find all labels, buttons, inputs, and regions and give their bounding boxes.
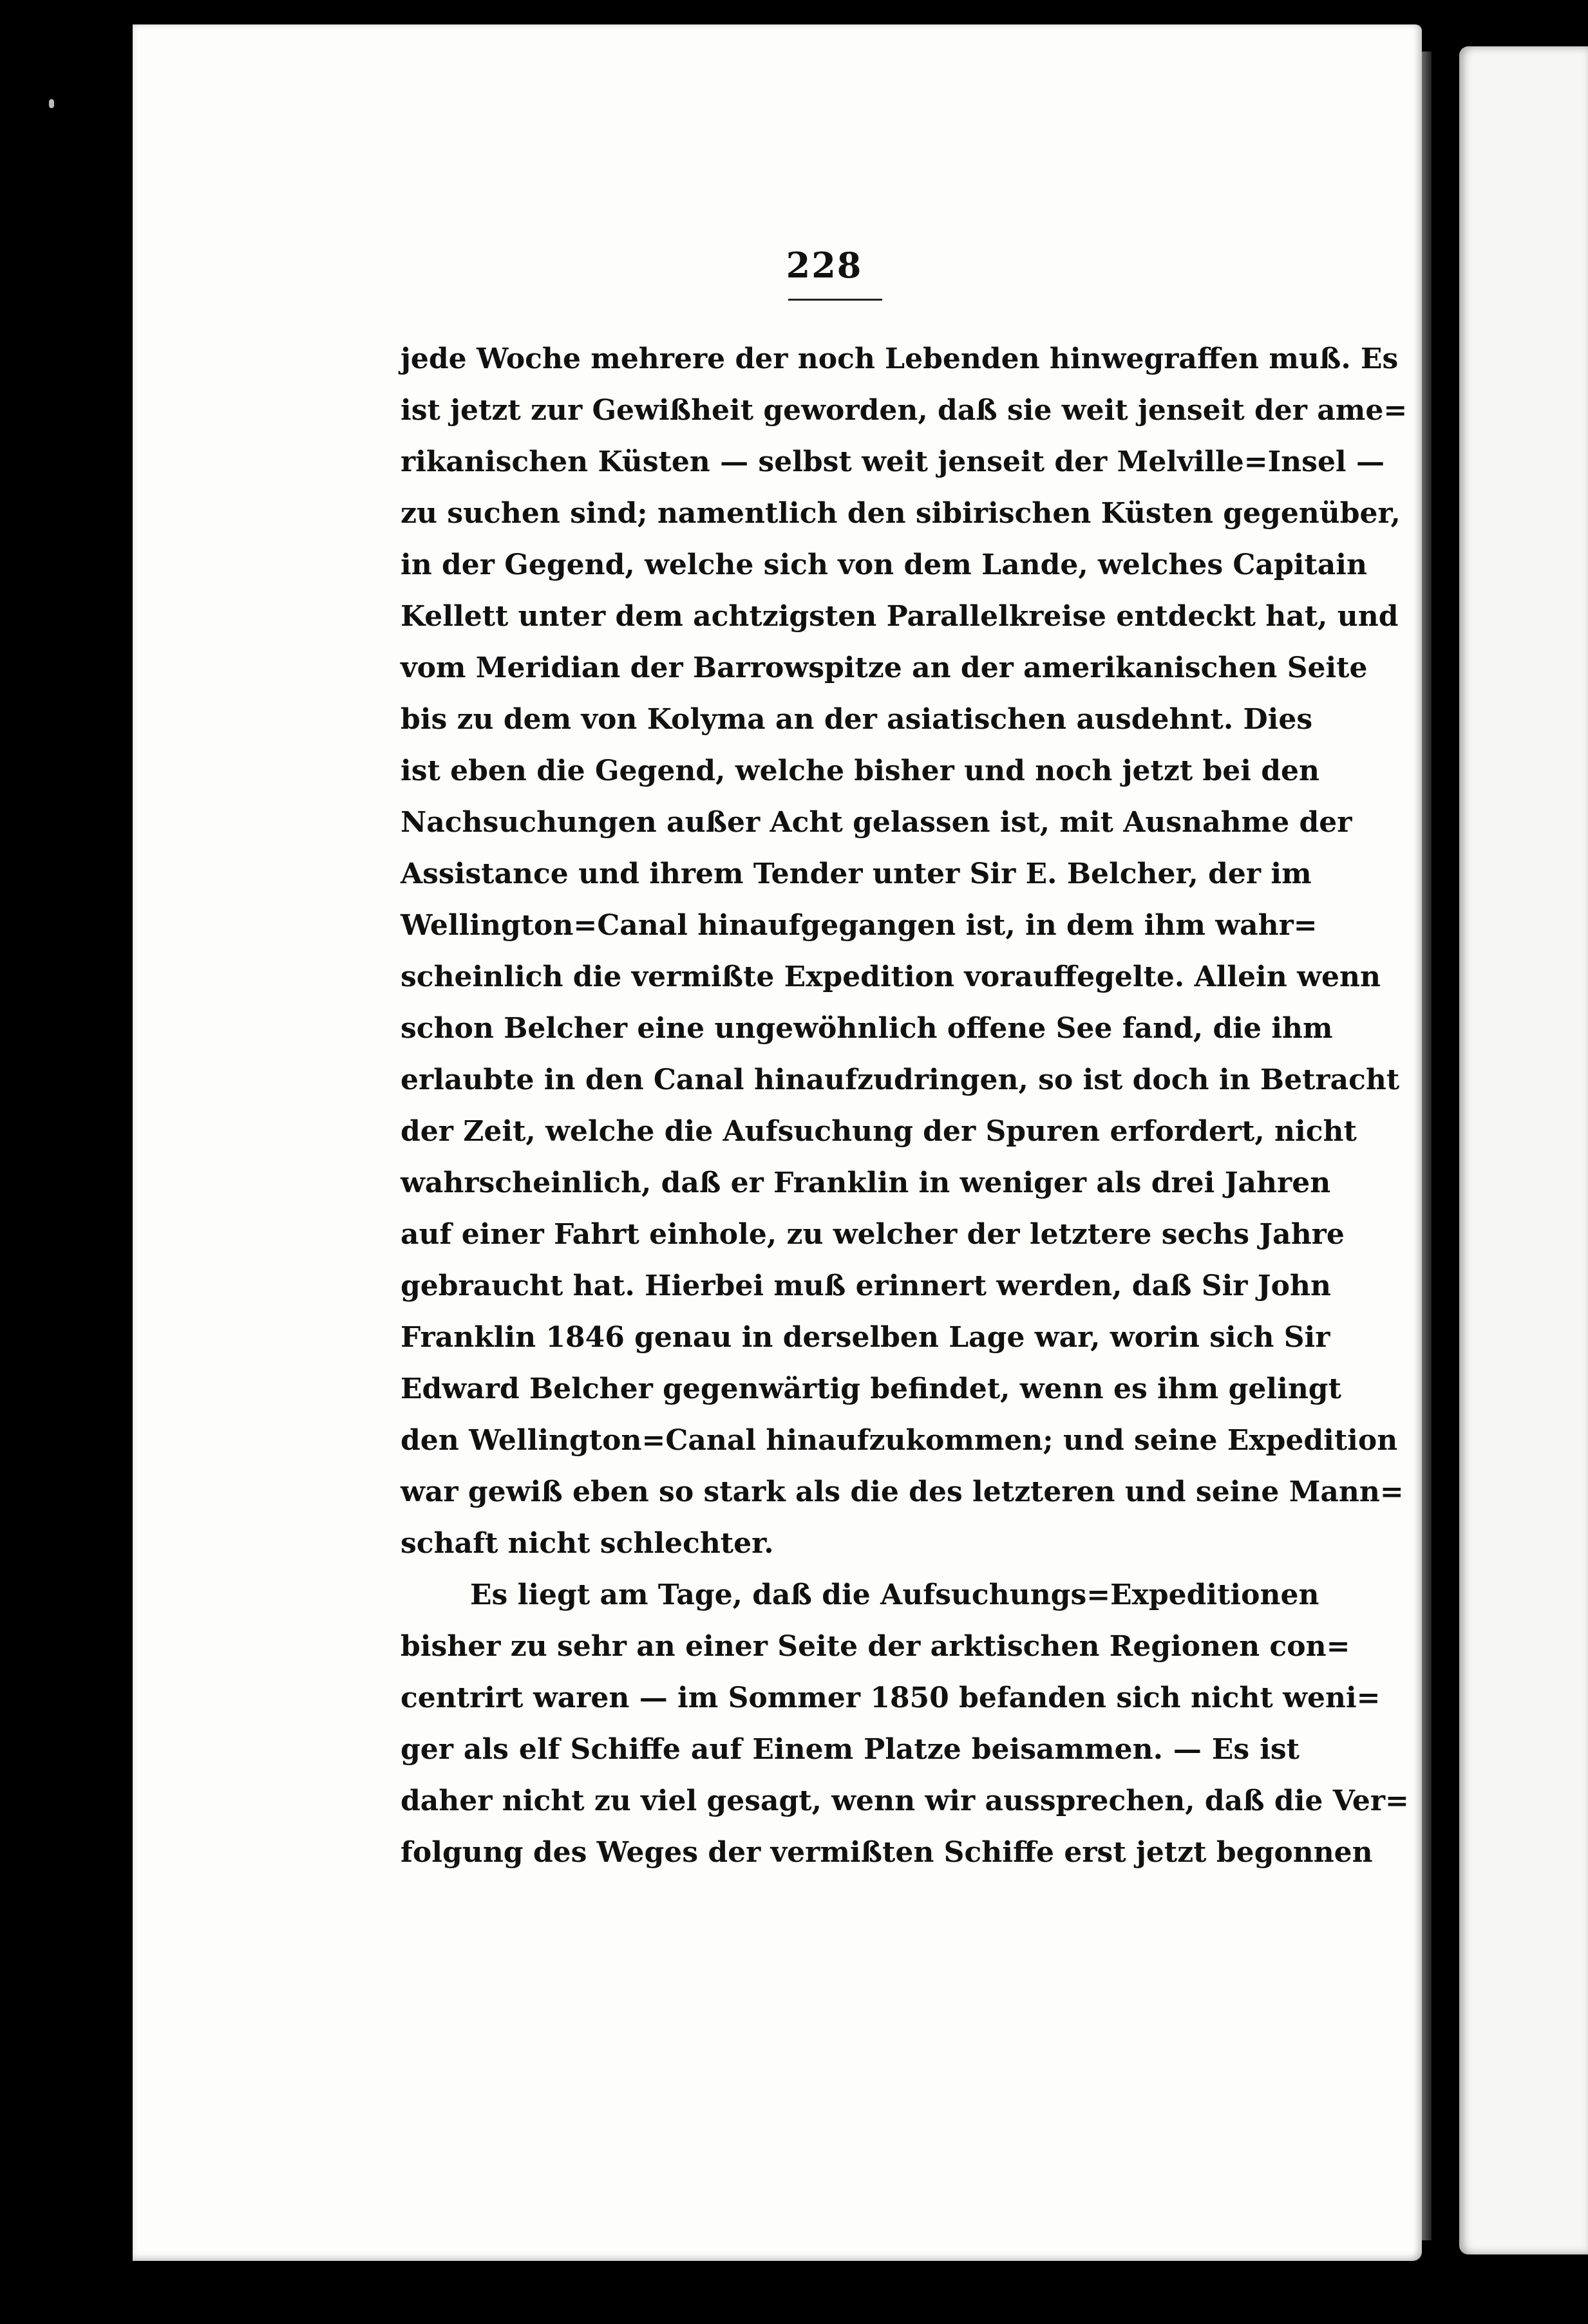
text-line: ist jetzt zur Gewißheit geworden, daß sie weit jenseit der ame= — [401, 394, 1408, 427]
text-line: schon Belcher eine ungewöhnlich offene See fand, die ihm — [401, 1012, 1333, 1045]
text-line: jede Woche mehrere der noch Lebenden hinwegraffen muß. Es — [401, 342, 1399, 375]
text-line: daher nicht zu viel gesagt, wenn wir aussprechen, daß die Ver= — [401, 1785, 1409, 1817]
text-line: Franklin 1846 genau in derselben Lage war, worin sich Sir — [401, 1321, 1330, 1354]
text-line: bis zu dem von Kolyma an der asiatischen ausdehnt. Dies — [401, 703, 1313, 736]
text-line: in der Gegend, welche sich von dem Lande, welches Capitain — [401, 548, 1367, 581]
paragraph-start-line: Es liegt am Tage, daß die Aufsuchungs=Expeditionen — [470, 1579, 1319, 1611]
text-line: Kellett unter dem achtzigsten Parallelkreise entdeckt hat, und — [401, 600, 1399, 633]
paragraph-end-line: schaft nicht schlechter. — [401, 1527, 774, 1560]
text-line: rikanischen Küsten — selbst weit jenseit der Melville=Insel — — [401, 445, 1385, 478]
body-text — [401, 333, 1409, 1879]
text-line: zu suchen sind; namentlich den sibirischen Küsten gegenüber, — [401, 497, 1401, 530]
text-line: Edward Belcher gegenwärtig befindet, wenn es ihm gelingt — [401, 1373, 1341, 1405]
text-line: scheinlich die vermißte Expedition vorauffegelte. Allein wenn — [401, 961, 1381, 993]
text-line: auf einer Fahrt einhole, zu welcher der letztere sechs Jahre — [401, 1218, 1345, 1251]
text-line: wahrscheinlich, daß er Franklin in weniger als drei Jahren — [401, 1167, 1331, 1199]
text-line: Assistance und ihrem Tender unter Sir E. Belcher, der im — [401, 857, 1312, 890]
text-line: erlaubte in den Canal hinaufzudringen, so ist doch in Betracht — [401, 1064, 1400, 1096]
text-line: centrirt waren — im Sommer 1850 befanden sich nicht weni= — [401, 1682, 1381, 1714]
text-line: ist eben die Gegend, welche bisher und noch jetzt bei den — [401, 754, 1320, 787]
facing-page-edge — [1459, 46, 1588, 2254]
text-line: gebraucht hat. Hierbei muß erinnert werden, daß Sir John — [401, 1270, 1331, 1302]
text-line: war gewiß eben so stark als die des letzteren und seine Mann= — [401, 1476, 1404, 1508]
text-line: vom Meridian der Barrowspitze an der amerikanischen Seite — [401, 651, 1368, 684]
text-line: den Wellington=Canal hinaufzukommen; und seine Expedition — [401, 1424, 1398, 1457]
text-line: ger als elf Schiffe auf Einem Platze beisammen. — Es ist — [401, 1733, 1300, 1766]
text-line: bisher zu sehr an einer Seite der arktischen Regionen con= — [401, 1630, 1350, 1663]
text-line: Wellington=Canal hinaufgegangen ist, in dem ihm wahr= — [401, 909, 1318, 942]
page-number-rule — [788, 299, 882, 301]
page-number: 228 — [786, 245, 863, 286]
scan-speck — [49, 99, 54, 108]
text-line: Nachsuchungen außer Acht gelassen ist, mit Ausnahme der — [401, 806, 1352, 839]
text-line: der Zeit, welche die Aufsuchung der Spuren erfordert, nicht — [401, 1115, 1357, 1148]
text-line: folgung des Weges der vermißten Schiffe erst jetzt begonnen — [401, 1836, 1373, 1869]
